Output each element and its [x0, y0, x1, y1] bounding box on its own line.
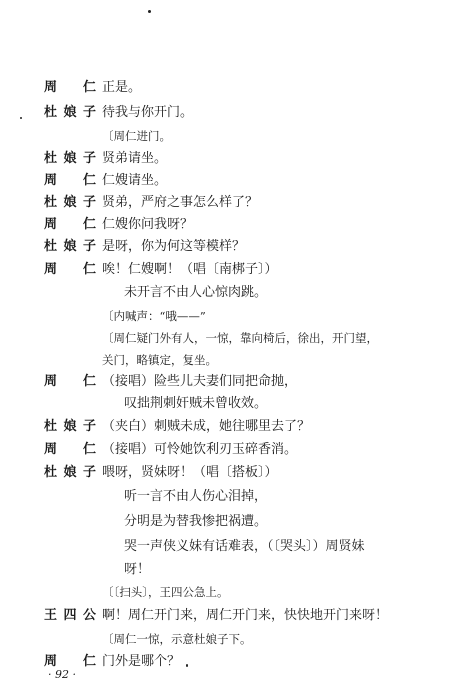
dialogue-line — [0, 214, 460, 236]
speech-text: 待我与你开门。 — [102, 105, 194, 120]
stage-direction-continuation — [0, 349, 460, 371]
verse-line — [0, 536, 460, 558]
dialogue-line — [0, 236, 460, 258]
speaker-name: 周 仁 — [44, 374, 96, 389]
speech-text: 贤弟，严府之事怎么样了？ — [102, 195, 259, 210]
ink-speck — [148, 10, 151, 13]
speaker-name: 周 仁 — [44, 80, 96, 95]
dialogue-line — [0, 102, 460, 124]
sung-verse: 呀！ — [124, 562, 151, 577]
speech-text: 仁嫂你问我呀？ — [102, 217, 194, 232]
speech-text: 是呀，你为何这等模样？ — [102, 239, 246, 254]
speaker-name: 王四公 — [44, 608, 96, 623]
verse-line — [0, 559, 460, 581]
sung-verse: 分明是为替我惨把祸遭。 — [124, 514, 268, 529]
speaker-name: 周 仁 — [44, 217, 96, 232]
stage-direction-line — [0, 305, 460, 327]
speech-text: 唉！仁嫂啊！（唱〔南梆子〕） — [102, 262, 278, 277]
dialogue-line — [0, 371, 460, 393]
stage-direction-line — [0, 125, 460, 147]
speech-text: 喂呀，贤妹呀！（唱〔搭板〕） — [102, 465, 278, 480]
sung-verse: 听一言不由人伤心泪掉， — [124, 489, 268, 504]
dialogue-line — [0, 170, 460, 192]
speaker-name: 杜娘子 — [44, 465, 96, 480]
dialogue-line — [0, 259, 460, 281]
speech-text: （夹白）刺贼未成，她往哪里去了？ — [102, 419, 311, 434]
dialogue-line — [0, 192, 460, 214]
dialogue-line — [0, 605, 460, 627]
stage-direction-line — [0, 628, 460, 650]
speaker-name: 周 仁 — [44, 654, 96, 669]
speech-text: 门外是哪个？ — [102, 654, 181, 669]
speaker-name: 杜娘子 — [44, 419, 96, 434]
verse-line — [0, 282, 460, 304]
speaker-name: 杜娘子 — [44, 151, 96, 166]
sung-verse: 哭一声侠义妹有话难表，（〔哭头〕）周贤妹 — [124, 539, 365, 554]
speech-text: 啊！周仁开门来，周仁开门来，快快地开门来呀！ — [102, 608, 389, 623]
stage-direction: 〔〔扫头〕，王四公急上。 — [102, 585, 229, 599]
verse-line — [0, 486, 460, 508]
dialogue-line — [0, 416, 460, 438]
speech-text: 仁嫂请坐。 — [102, 173, 168, 188]
dialogue-line — [0, 77, 460, 99]
speech-text: （接唱）险些儿夫妻们同把命抛， — [102, 374, 298, 389]
speaker-name: 杜娘子 — [44, 195, 96, 210]
speech-text: 正是。 — [102, 80, 142, 95]
speaker-name: 杜娘子 — [44, 105, 96, 120]
verse-line — [0, 511, 460, 533]
dialogue-line — [0, 462, 460, 484]
sung-verse: 叹拙荆刺奸贼未曾收效。 — [124, 396, 268, 411]
stage-direction: 〔周仁进门。 — [102, 129, 171, 143]
stage-direction: 〔内喊声：“哦——” — [102, 309, 206, 323]
stage-direction: 〔周仁一惊，示意杜娘子下。 — [102, 632, 252, 646]
speech-text: 贤弟请坐。 — [102, 151, 168, 166]
sung-verse: 未开言不由人心惊肉跳。 — [124, 285, 268, 300]
stage-direction-line — [0, 581, 460, 603]
stage-direction-continued: 关门，略镇定，复坐。 — [102, 353, 217, 367]
stage-direction: 〔周仁疑门外有人，一惊，靠向椅后，徐出，开门望， — [102, 331, 378, 345]
speaker-name: 周 仁 — [44, 442, 96, 457]
page-number: · 92 · — [48, 668, 76, 681]
dialogue-line — [0, 439, 460, 461]
speaker-name: 周 仁 — [44, 173, 96, 188]
verse-line — [0, 393, 460, 415]
speaker-name: 杜娘子 — [44, 239, 96, 254]
stage-direction-line — [0, 327, 460, 349]
speech-text: （接唱）可怜她饮利刃玉碎香消。 — [102, 442, 298, 457]
dialogue-line — [0, 148, 460, 170]
speaker-name: 周 仁 — [44, 262, 96, 277]
